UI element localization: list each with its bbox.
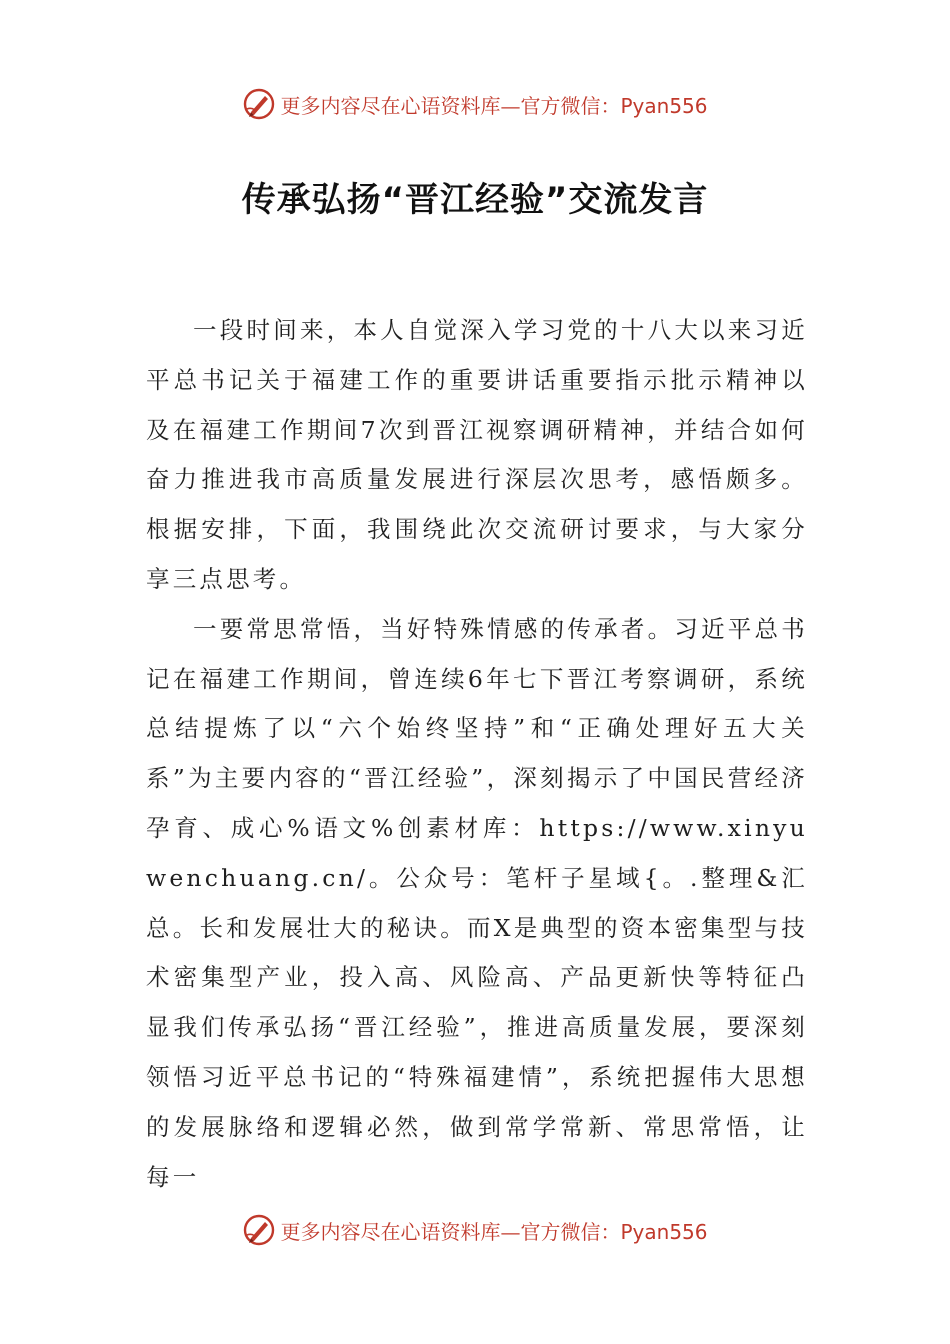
document-body xyxy=(146,306,808,1202)
pen-circle-logo-icon xyxy=(242,1213,276,1247)
header-banner-wechat-label: 官方微信： xyxy=(520,93,621,118)
header-banner-text xyxy=(280,90,707,119)
footer-banner xyxy=(0,1208,950,1252)
footer-banner-text xyxy=(280,1216,707,1245)
header-banner-wechat-id: Pyan556 xyxy=(620,93,708,118)
header-banner-dash: — xyxy=(500,93,521,118)
document-title: 传承弘扬“晋江经验”交流发言 xyxy=(241,180,709,220)
footer-banner-dash: — xyxy=(500,1219,521,1244)
footer-banner-wechat-label: 官方微信： xyxy=(520,1219,621,1244)
header-banner xyxy=(0,82,950,126)
pen-circle-logo-icon xyxy=(242,87,276,121)
header-banner-main: 更多内容尽在心语资料库 xyxy=(280,93,501,118)
paragraph-2: 一要常思常悟，当好特殊情感的传承者。习近平总书记在福建工作期间，曾连续6年七下晋江考察调研，系统总结提炼了以“六个始终坚持”和“正确处理好五大关系”为主要内容的“晋江经验”，深刻揭示了中国民营经济孕育、成心%语文%创素材库：https://www.xinyuwenchuang.cn/。公众号：笔杆子星域{。.整理&汇总。长和发展壮大的秘诀。而X是典型的资本密集型与技术密集型产业，投入高、风险高、产品更新快等特征凸显我们传承弘扬“晋江经验”，推进高质量发展，要深刻领悟习近平总书记的“特殊福建情”，系统把握伟大思想的发展脉络和逻辑必然，做到常学常新、常思常悟，让每一 xyxy=(146,614,808,1191)
footer-banner-main: 更多内容尽在心语资料库 xyxy=(280,1219,501,1244)
footer-banner-wechat-id: Pyan556 xyxy=(620,1219,708,1244)
paragraph-1: 一段时间来，本人自觉深入学习党的十八大以来习近平总书记关于福建工作的重要讲话重要指示批示精神以及在福建工作期间7次到晋江视察调研精神，并结合如何奋力推进我市高质量发展进行深层次思考，感悟颇多。根据安排，下面，我围绕此次交流研讨要求，与大家分享三点思考。 xyxy=(146,316,808,593)
